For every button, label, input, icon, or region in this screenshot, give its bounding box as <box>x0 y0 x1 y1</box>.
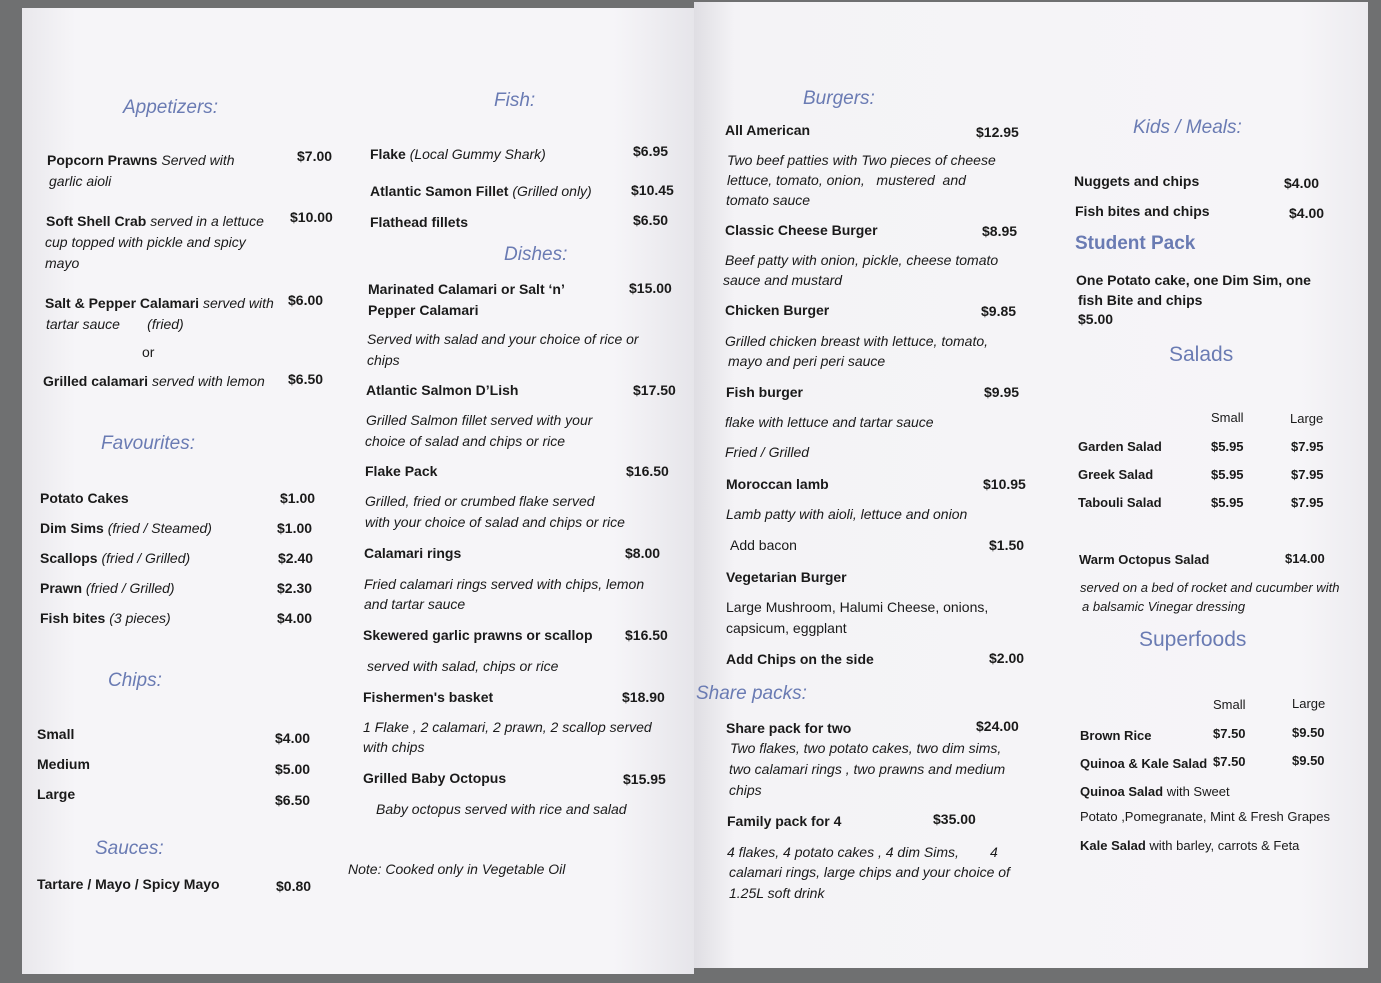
chips-price: $6.50 <box>275 792 311 808</box>
favourite-price: $2.40 <box>278 550 314 566</box>
salads-heading: Salads <box>1169 343 1234 366</box>
calamari-rings-desc: Fried calamari rings served with chips, lemon <box>364 576 645 592</box>
menu-left-page <box>22 8 694 974</box>
superfoods-heading: Superfoods <box>1139 628 1247 651</box>
menu-right-page <box>694 2 1368 968</box>
add-chips-name: Add Chips on the side <box>726 651 874 667</box>
calamari-dish-name: Marinated Calamari or Salt ‘n’ <box>368 281 565 297</box>
flake-item: Flake (Local Gummy Shark) <box>370 146 546 162</box>
soft-shell-crab-desc-2: mayo <box>45 255 80 271</box>
calamari-dish-name-2: Pepper Calamari <box>368 302 479 318</box>
grilled-octopus-price: $15.95 <box>623 771 666 787</box>
favourite-item: Fish bites (3 pieces) <box>40 610 171 626</box>
salmon-dlish-price: $17.50 <box>633 382 676 398</box>
burgers-heading: Burgers: <box>803 88 875 109</box>
fishermen-basket-price: $18.90 <box>622 689 665 705</box>
student-pack-heading: Student Pack <box>1075 233 1196 254</box>
flathead-item: Flathead fillets <box>370 214 469 230</box>
fishermen-basket-desc: 1 Flake , 2 calamari, 2 prawn, 2 scallop served <box>363 719 652 735</box>
all-american-desc-3: tomato sauce <box>726 192 811 208</box>
salads-col-large: Large <box>1290 411 1324 426</box>
fishermen-basket-name: Fishermen's basket <box>363 689 494 705</box>
vegetarian-burger-desc: Large Mushroom, Halumi Cheese, onions, <box>726 599 989 615</box>
calamari-dish-price: $15.00 <box>629 280 672 296</box>
quinoa-salad-desc: Potato ,Pomegranate, Mint & Fresh Grapes <box>1080 809 1331 824</box>
favourite-price: $4.00 <box>277 610 313 626</box>
calamari-dish-desc-2: chips <box>367 352 400 368</box>
soft-shell-crab-item: Soft Shell Crab served in a lettuce <box>46 213 264 229</box>
salt-pepper-calamari-desc: tartar sauce (fried) <box>46 316 184 332</box>
favourite-item: Potato Cakes <box>40 490 129 506</box>
calamari-rings-price: $8.00 <box>625 545 661 561</box>
fish-heading: Fish: <box>494 90 536 111</box>
flake-pack-desc-2: with your choice of salad and chips or rice <box>365 514 625 530</box>
family-pack-desc-3: 1.25L soft drink <box>729 885 825 901</box>
salad-name: Greek Salad <box>1078 467 1154 482</box>
chips-size: Medium <box>37 756 90 772</box>
student-pack-desc-2: fish Bite and chips <box>1078 292 1203 308</box>
chicken-burger-desc-2: mayo and peri peri sauce <box>728 353 886 369</box>
salmon-dlish-name: Atlantic Salmon D’Lish <box>366 382 519 398</box>
sauces-price: $0.80 <box>276 878 312 894</box>
salad-name: Garden Salad <box>1078 439 1162 454</box>
soft-shell-crab-price: $10.00 <box>290 209 333 225</box>
share-two-desc-3: chips <box>729 782 762 798</box>
brown-rice-small: $7.50 <box>1213 726 1246 741</box>
chips-price: $5.00 <box>275 761 311 777</box>
moroccan-lamb-price: $10.95 <box>983 476 1026 492</box>
soft-shell-crab-desc: cup topped with pickle and spicy <box>45 234 246 250</box>
popcorn-prawns-price: $7.00 <box>297 148 333 164</box>
fish-burger-name: Fish burger <box>726 384 804 400</box>
flake-price: $6.95 <box>633 143 669 159</box>
all-american-desc: Two beef patties with Two pieces of cheese <box>727 152 996 168</box>
nuggets-name: Nuggets and chips <box>1074 173 1200 189</box>
share-two-name: Share pack for two <box>726 720 852 736</box>
calamari-rings-name: Calamari rings <box>364 545 462 561</box>
flake-pack-name: Flake Pack <box>365 463 438 479</box>
classic-cheese-name: Classic Cheese Burger <box>725 222 878 238</box>
grilled-calamari-price: $6.50 <box>288 371 324 387</box>
share-two-desc: Two flakes, two potato cakes, two dim sims, <box>730 740 1002 756</box>
calamari-rings-desc-2: and tartar sauce <box>364 596 466 612</box>
vegetarian-burger-desc-2: capsicum, eggplant <box>726 620 847 636</box>
salad-large: $7.95 <box>1291 439 1324 454</box>
kale-salad-item: Kale Salad with barley, carrots & Feta <box>1080 838 1300 853</box>
appetizers-heading: Appetizers: <box>123 97 219 118</box>
fish-bites-chips-price: $4.00 <box>1289 205 1325 221</box>
classic-cheese-desc: Beef patty with onion, pickle, cheese tomato <box>725 252 999 268</box>
warm-octopus-price: $14.00 <box>1285 551 1325 566</box>
salad-name: Tabouli Salad <box>1078 495 1162 510</box>
all-american-name: All American <box>725 122 811 138</box>
add-bacon-price: $1.50 <box>989 537 1025 553</box>
superfoods-col-large: Large <box>1292 696 1326 711</box>
classic-cheese-price: $8.95 <box>982 223 1018 239</box>
or-label: or <box>142 344 155 360</box>
salads-col-small: Small <box>1211 410 1244 425</box>
fish-burger-desc-2: Fried / Grilled <box>725 444 810 460</box>
student-pack-desc: One Potato cake, one Dim Sim, one <box>1076 272 1311 288</box>
favourites-heading: Favourites: <box>101 433 195 454</box>
chips-heading: Chips: <box>108 670 162 691</box>
grilled-octopus-desc: Baby octopus served with rice and salad <box>376 801 627 817</box>
quinoa-kale-large: $9.50 <box>1292 753 1325 768</box>
quinoa-kale-name: Quinoa & Kale Salad <box>1080 756 1208 771</box>
student-pack-price: $5.00 <box>1078 311 1114 327</box>
flake-pack-desc: Grilled, fried or crumbed flake served <box>365 493 595 509</box>
brown-rice-name: Brown Rice <box>1080 728 1152 743</box>
fishermen-basket-desc-2: with chips <box>363 739 425 755</box>
all-american-desc-2: lettuce, tomato, onion, mustered and <box>727 172 966 188</box>
salmon-dlish-desc: Grilled Salmon fillet served with your <box>366 412 593 428</box>
add-chips-price: $2.00 <box>989 650 1025 666</box>
salad-small: $5.95 <box>1211 439 1244 454</box>
kids-meals-heading: Kids / Meals: <box>1133 117 1242 138</box>
chips-size: Small <box>37 726 75 742</box>
chicken-burger-name: Chicken Burger <box>725 302 830 318</box>
sauces-heading: Sauces: <box>95 838 164 859</box>
share-packs-heading: Share packs: <box>696 683 807 704</box>
salt-pepper-calamari-item: Salt & Pepper Calamari served with <box>45 295 274 311</box>
salad-small: $5.95 <box>1211 495 1244 510</box>
chips-size: Large <box>37 786 76 802</box>
grilled-octopus-name: Grilled Baby Octopus <box>363 770 507 786</box>
salad-large: $7.95 <box>1291 467 1324 482</box>
skewered-desc: served with salad, chips or rice <box>367 658 559 674</box>
salmon-dlish-desc-2: choice of salad and chips or rice <box>365 433 565 449</box>
favourite-item: Scallops (fried / Grilled) <box>40 550 191 566</box>
family-pack-name: Family pack for 4 <box>727 813 842 829</box>
nuggets-price: $4.00 <box>1284 175 1320 191</box>
grilled-calamari-item: Grilled calamari served with lemon <box>43 373 265 389</box>
popcorn-prawns-item: Popcorn Prawns Served with <box>47 152 235 168</box>
brown-rice-large: $9.50 <box>1292 725 1325 740</box>
favourite-price: $1.00 <box>280 490 316 506</box>
add-bacon-name: Add bacon <box>730 537 797 553</box>
fish-burger-desc: flake with lettuce and tartar sauce <box>725 414 934 430</box>
atlantic-samon-price: $10.45 <box>631 182 674 198</box>
dishes-heading: Dishes: <box>504 244 568 265</box>
flake-pack-price: $16.50 <box>626 463 669 479</box>
salad-large: $7.95 <box>1291 495 1324 510</box>
skewered-name: Skewered garlic prawns or scallop <box>363 627 593 643</box>
warm-octopus-name: Warm Octopus Salad <box>1079 552 1210 567</box>
favourite-price: $2.30 <box>277 580 313 596</box>
chicken-burger-price: $9.85 <box>981 303 1017 319</box>
chicken-burger-desc: Grilled chicken breast with lettuce, tomato, <box>725 333 989 349</box>
family-pack-desc-2: calamari rings, large chips and your choice of <box>729 864 1010 880</box>
favourite-item: Prawn (fried / Grilled) <box>40 580 175 596</box>
share-two-desc-2: two calamari rings , two prawns and medium <box>729 761 1006 777</box>
vegetarian-burger-name: Vegetarian Burger <box>726 569 847 585</box>
calamari-dish-desc: Served with salad and your choice of rice or <box>367 331 639 347</box>
flathead-price: $6.50 <box>633 212 669 228</box>
classic-cheese-desc-2: sauce and mustard <box>723 272 843 288</box>
skewered-price: $16.50 <box>625 627 668 643</box>
quinoa-salad-item: Quinoa Salad with Sweet <box>1080 784 1230 799</box>
warm-octopus-desc: served on a bed of rocket and cucumber with <box>1080 580 1340 595</box>
family-pack-price: $35.00 <box>933 811 976 827</box>
favourite-price: $1.00 <box>277 520 313 536</box>
fish-bites-chips-name: Fish bites and chips <box>1075 203 1210 219</box>
all-american-price: $12.95 <box>976 124 1019 140</box>
share-two-price: $24.00 <box>976 718 1019 734</box>
salad-small: $5.95 <box>1211 467 1244 482</box>
salt-pepper-calamari-price: $6.00 <box>288 292 324 308</box>
quinoa-kale-small: $7.50 <box>1213 754 1246 769</box>
atlantic-samon-item: Atlantic Samon Fillet (Grilled only) <box>370 183 592 199</box>
superfoods-col-small: Small <box>1213 697 1246 712</box>
vegetable-oil-note: Note: Cooked only in Vegetable Oil <box>348 861 566 877</box>
favourite-item: Dim Sims (fried / Steamed) <box>40 520 212 536</box>
warm-octopus-desc-2: a balsamic Vinegar dressing <box>1082 599 1246 614</box>
moroccan-lamb-desc: Lamb patty with aioli, lettuce and onion <box>726 506 968 522</box>
popcorn-prawns-desc: garlic aioli <box>49 173 112 189</box>
sauces-item: Tartare / Mayo / Spicy Mayo <box>37 876 220 892</box>
fish-burger-price: $9.95 <box>984 384 1020 400</box>
moroccan-lamb-name: Moroccan lamb <box>726 476 829 492</box>
family-pack-desc: 4 flakes, 4 potato cakes , 4 dim Sims, 4 <box>727 844 998 860</box>
chips-price: $4.00 <box>275 730 311 746</box>
